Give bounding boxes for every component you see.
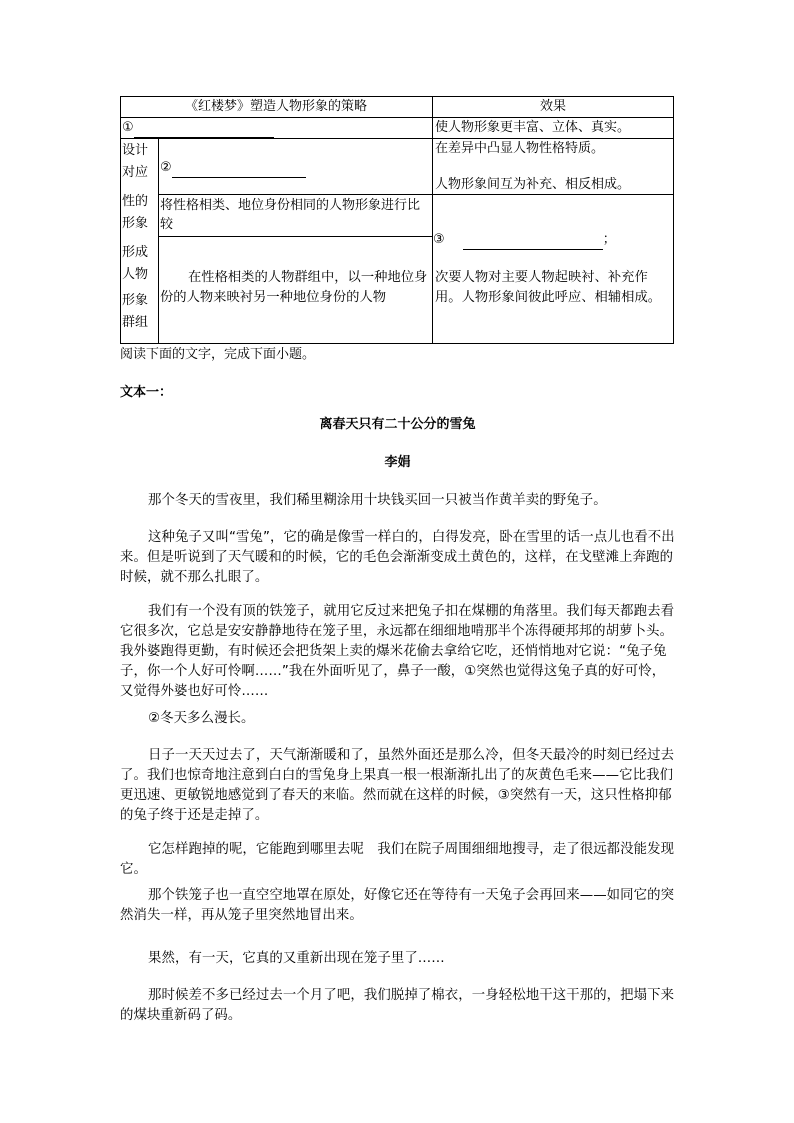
table-rule <box>158 138 159 344</box>
article-author: 李娟 <box>384 455 411 470</box>
header-strategy: 《红楼梦》塑造人物形象的策略 <box>184 99 367 114</box>
paragraph: ②冬天多么漫长。 <box>148 711 255 726</box>
answer-blank[interactable] <box>172 161 306 178</box>
table-rule <box>432 96 433 344</box>
table-rule <box>673 96 674 344</box>
table-rule <box>158 236 432 237</box>
article-title: 离春天只有二十公分的雪兔 <box>319 417 476 432</box>
row1-strategy <box>122 118 430 138</box>
row1-effect: 使人物形象更丰富、立体、真实。 <box>435 120 631 135</box>
header-effect: 效果 <box>539 99 566 114</box>
blank-number: ② <box>160 160 172 175</box>
answer-blank[interactable] <box>463 233 603 250</box>
row3-strategy: 将性格相类、地位身份相同的人物形象进行比较 <box>160 198 421 232</box>
row3-effect: ③ ； <box>433 230 671 250</box>
row2-strategy <box>160 158 430 178</box>
instruction: 阅读下面的文字，完成下面小题。 <box>120 347 316 362</box>
paragraph: 那个铁笼子也一直空空地罩在原处，好像它还在等待有一天兔子会再回来——如同它的突然消失一样，再从笼子里突然地冒出来。 <box>120 888 675 923</box>
row4-effect: 次要人物对主要人物起映衬、补充作用。人物形象间彼此呼应、相辅相成。 <box>435 270 662 305</box>
text-label: 文本一： <box>120 385 173 400</box>
paragraph: 我们有一个没有顶的铁笼子，就用它反过来把兔子扣在煤棚的角落里。我们每天都跑去看它很多次，它总是安安静静地待在笼子里，永远都在细细地啃那半个冻得硬邦邦的胡萝卜头。我外婆跑得更勤，有时候还会把货架上卖的爆米花偷去拿给它吃，还悄悄地对它说：“兔子兔子，你一个人好可怜啊……”我在外面听见了，鼻子一酸，①突然也觉得这兔子真的好可怜，又觉得外婆也好可怜…… <box>120 604 675 699</box>
paragraph: 它怎样跑掉的呢，它能跑到哪里去呢 我们在院子周围细细地搜寻，走了很远都没能发现它。 <box>120 842 675 877</box>
strategy-table <box>120 96 674 344</box>
answer-blank[interactable] <box>134 121 274 138</box>
side-label: 设计 对应 性的 形象 形成 人物 形象 群组 <box>122 143 149 330</box>
blank-number: ③ <box>433 232 445 247</box>
paragraph: 那个冬天的雪夜里，我们稀里糊涂用十块钱买回一只被当作黄羊卖的野兔子。 <box>148 493 607 508</box>
paragraph: 日子一天天过去了，天气渐渐暖和了，虽然外面还是那么冷，但冬天最冷的时刻已经过去了。我们也惊奇地注意到白白的雪兔身上果真一根一根渐渐扎出了的灰黄色毛来——它比我们更迅速、更敏锐地感觉到了春天的来临。然而就在这样的时候，③突然有一天，这只性格抑郁的兔子终于还是走掉了。 <box>120 748 675 823</box>
blank-number: ① <box>122 120 134 135</box>
row2-effect-2: 人物形象间互为补充、相反相成。 <box>435 177 631 192</box>
table-rule <box>120 96 121 344</box>
paragraph: 果然，有一天，它真的又重新出现在笼子里了…… <box>148 951 445 966</box>
row2-effect-1: 在差异中凸显人物性格特质。 <box>435 141 605 156</box>
paragraph: 这种兔子又叫“雪兔”，它的确是像雪一样白的，白得发亮，卧在雪里的话一点儿也看不出来。但是听说到了天气暖和的时候，它的毛色会渐渐变成土黄色的，这样，在戈壁滩上奔跑的时候，就不那么扎眼了。 <box>120 530 675 585</box>
row4-strategy: 在性格相类的人物群组中，以一种地位身份的人物来映衬另一种地位身份的人物 <box>160 270 428 305</box>
paragraph: 那时候差不多已经过去一个月了吧，我们脱掉了棉衣，一身轻松地干这干那的，把塌下来的煤块重新码了码。 <box>120 988 675 1023</box>
table-rule <box>120 343 674 344</box>
